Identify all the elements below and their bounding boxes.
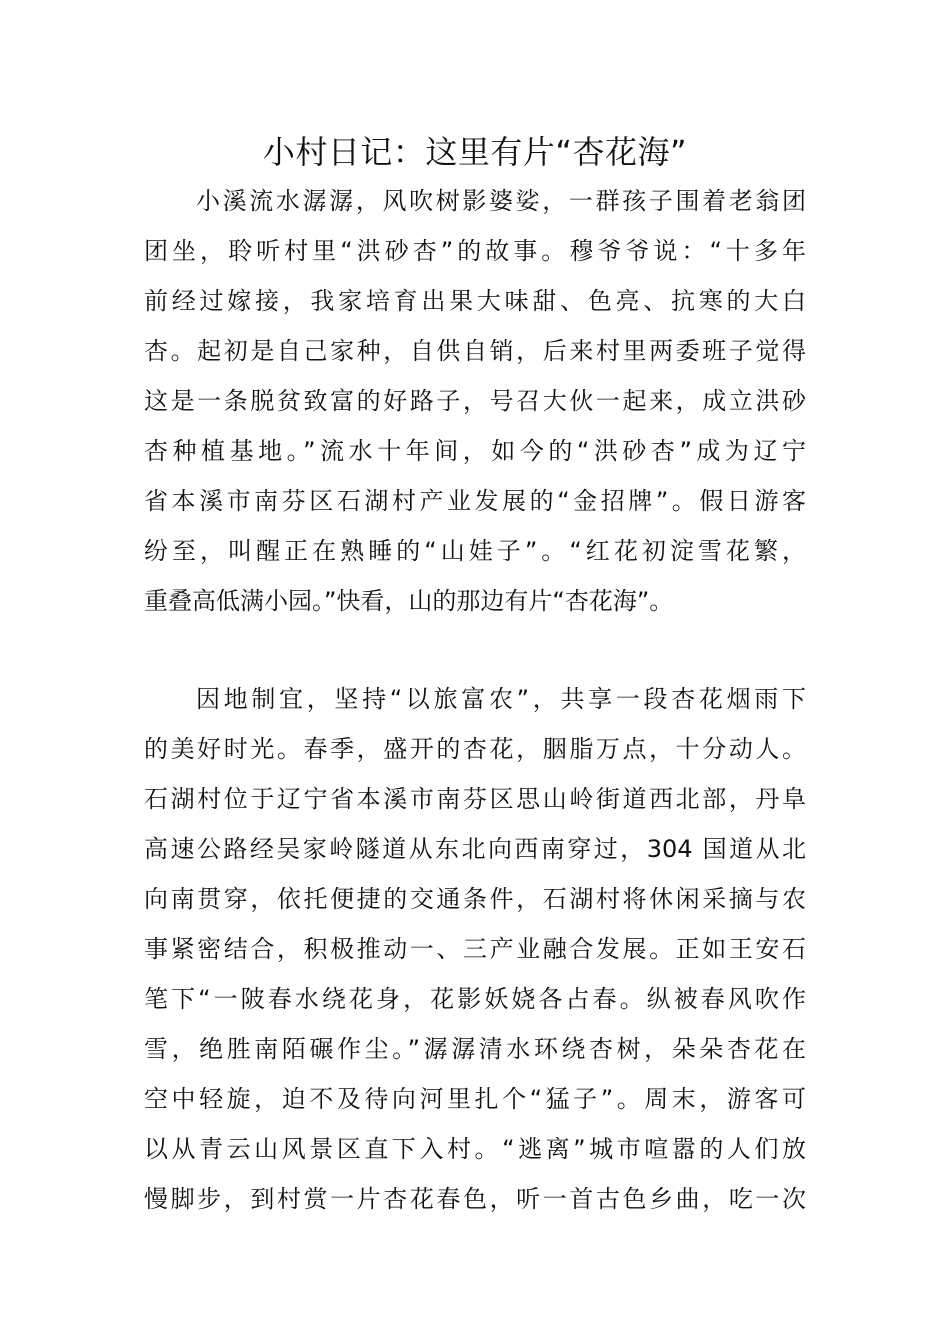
text-line: 雪，绝胜南陌碾作尘。”潺潺清水环绕杏树，朵朵杏花在 (144, 1035, 806, 1063)
text-line: 团坐，聆听村里“洪砂杏”的故事。穆爷爷说：“十多年 (144, 237, 806, 265)
text-line: 以从青云山风景区直下入村。“逃离”城市喧嚣的人们放 (144, 1135, 806, 1163)
text-line: 石湖村位于辽宁省本溪市南芬区思山岭街道西北部，丹阜 (144, 785, 806, 813)
text-line: 笔下“一陂春水绕花身，花影妖娆各占春。纵被春风吹作 (144, 985, 806, 1013)
paragraph-village-story (144, 176, 806, 626)
text-line: 杏种植基地。”流水十年间，如今的“洪砂杏”成为辽宁 (144, 437, 806, 465)
text-line: 事紧密结合，积极推动一、三产业融合发展。正如王安石 (144, 935, 806, 963)
document-title: 小村日记：这里有片“杏花海” (262, 133, 688, 171)
text-line: 前经过嫁接，我家培育出果大味甜、色亮、抗寒的大白 (144, 287, 806, 315)
text-line: 空中轻旋，迫不及待向河里扎个“猛子”。周末，游客可 (144, 1085, 806, 1113)
text-line: 重叠高低满小园。”快看，山的那边有片“杏花海”。 (144, 587, 674, 615)
text-line: 的美好时光。春季，盛开的杏花，胭脂万点，十分动人。 (144, 735, 806, 763)
paragraph-tourism (144, 674, 806, 1224)
text-line: 向南贯穿，依托便捷的交通条件，石湖村将休闲采摘与农 (144, 885, 806, 913)
text-line: 高速公路经吴家岭隧道从东北向西南穿过，304 国道从北 (144, 835, 806, 863)
text-line: 这是一条脱贫致富的好路子，号召大伙一起来，成立洪砂 (144, 387, 806, 415)
text-line: 因地制宜，坚持“以旅富农”，共享一段杏花烟雨下 (196, 685, 806, 713)
text-line: 纷至，叫醒正在熟睡的“山娃子”。“红花初淀雪花繁， (144, 537, 806, 565)
text-line: 杏。起初是自己家种，自供自销，后来村里两委班子觉得 (144, 337, 806, 365)
text-line: 省本溪市南芬区石湖村产业发展的“金招牌”。假日游客 (144, 487, 806, 515)
text-line: 慢脚步，到村赏一片杏花春色，听一首古色乡曲，吃一次 (144, 1185, 806, 1213)
text-line: 小溪流水潺潺，风吹树影婆娑，一群孩子围着老翁团 (196, 187, 806, 215)
